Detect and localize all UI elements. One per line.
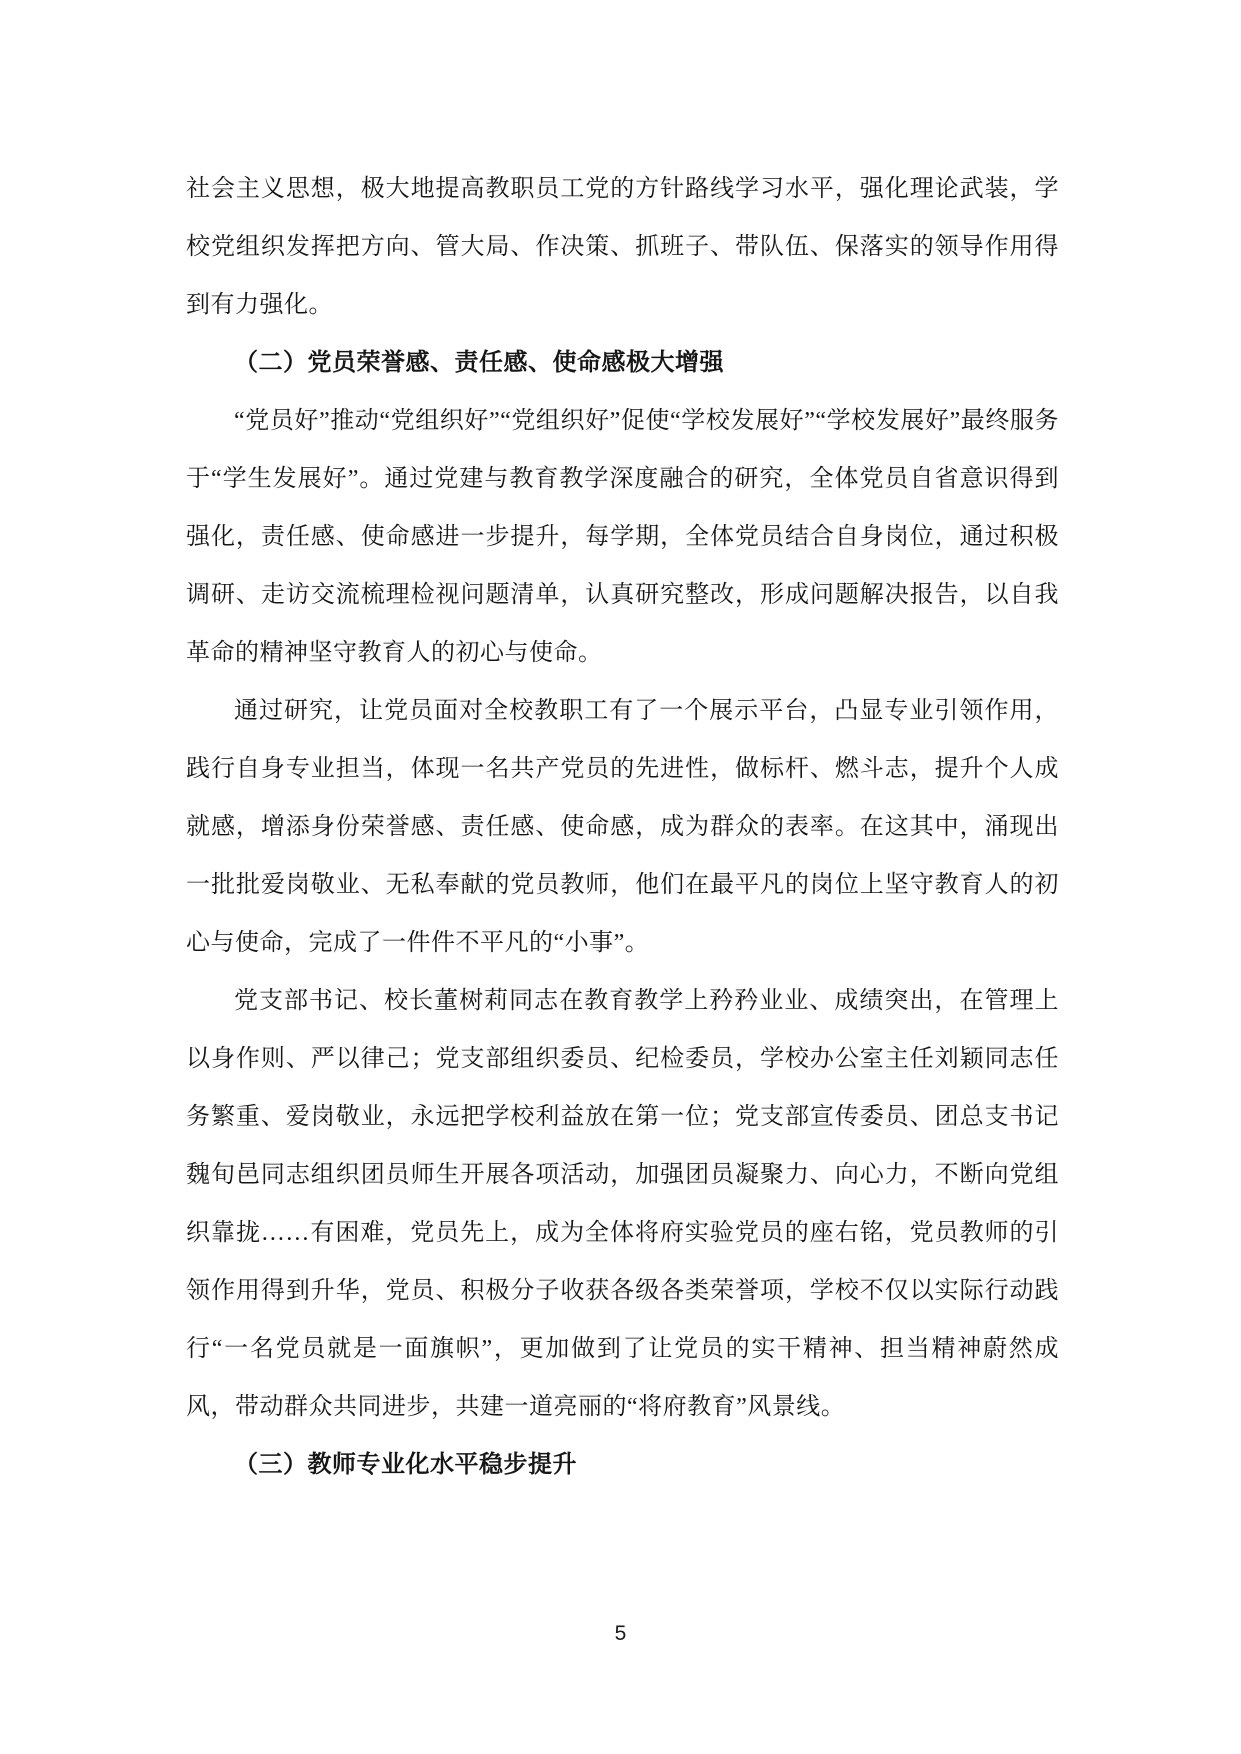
page-body	[186, 160, 1059, 1494]
page-footer	[0, 1622, 1241, 1646]
paragraph: 党支部书记、校长董树莉同志在教育教学上矜矜业业、成绩突出，在管理上以身作则、严以律己；党支部组织委员、纪检委员，学校办公室主任刘颖同志任务繁重、爱岗敬业，永远把学校利益放在第一位；党支部宣传委员、团总支书记魏旬邑同志组织团员师生开展各项活动，加强团员凝聚力、向心力，不断向党组织靠拢……有困难，党员先上，成为全体将府实验党员的座右铭，党员教师的引领作用得到升华，党员、积极分子收获各级各类荣誉项，学校不仅以实际行动践行“一名党员就是一面旗帜”，更加做到了让党员的实干精神、担当精神蔚然成风，带动群众共同进步，共建一道亮丽的“将府教育”风景线。	[186, 988, 1059, 1420]
paragraph: 通过研究，让党员面对全校教职工有了一个展示平台，凸显专业引领作用，践行自身专业担当，体现一名共产党员的先进性，做标杆、燃斗志，提升个人成就感，增添身份荣誉感、责任感、使命感，成为群众的表率。在这其中，涌现出一批批爱岗敬业、无私奉献的党员教师，他们在最平凡的岗位上坚守教育人的初心与使命，完成了一件件不平凡的“小事”。	[186, 698, 1059, 956]
paragraph-continued: 社会主义思想，极大地提高教职员工党的方针路线学习水平，强化理论武装，学校党组织发挥把方向、管大局、作决策、抓班子、带队伍、保落实的领导作用得到有力强化。	[186, 176, 1059, 318]
section-heading-3: （三）教师专业化水平稳步提升	[234, 1452, 577, 1478]
section-heading-2: （二）党员荣誉感、责任感、使命感极大增强	[234, 350, 724, 376]
page-number: 5	[614, 1622, 627, 1645]
paragraph: “党员好”推动“党组织好”“党组织好”促使“学校发展好”“学校发展好”最终服务于“学生发展好”。通过党建与教育教学深度融合的研究，全体党员自省意识得到强化，责任感、使命感进一步提升，每学期，全体党员结合自身岗位，通过积极调研、走访交流梳理检视问题清单，认真研究整改，形成问题解决报告，以自我革命的精神坚守教育人的初心与使命。	[186, 408, 1059, 666]
